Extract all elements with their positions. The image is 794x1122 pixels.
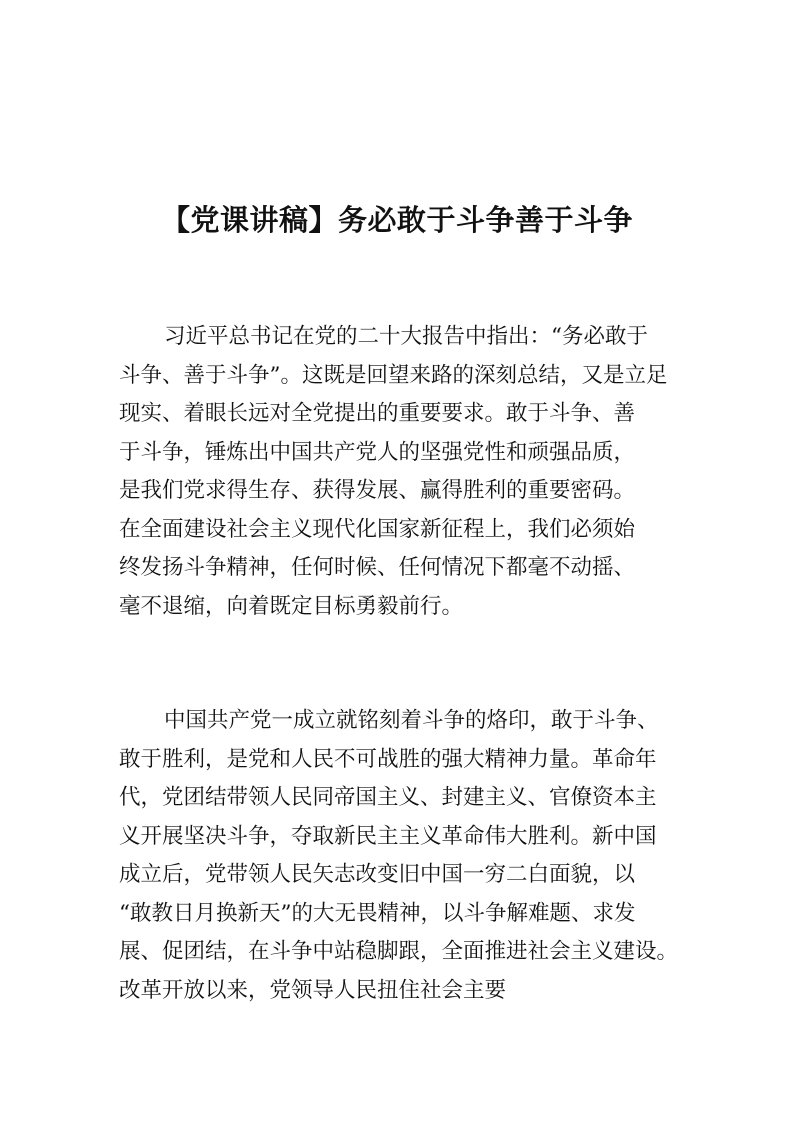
paragraph-line: 代，党团结带领人民同帝国主义、封建主义、官僚资本主	[119, 785, 657, 810]
body-paragraph-1	[119, 318, 719, 626]
paragraph-line: 敢于胜利，是党和人民不可战胜的强大精神力量。革命年	[119, 746, 657, 772]
paragraph-line: 毫不退缩，向着既定目标勇毅前行。	[119, 593, 464, 619]
paragraph-line: “敢教日月换新天”的大无畏精神，以斗争解难题、求发	[119, 900, 636, 926]
paragraph-line: 现实、着眼长远对全党提出的重要要求。敢于斗争、善	[119, 401, 636, 426]
paragraph-line: 习近平总书记在党的二十大报告中指出：“务必敢于	[164, 324, 648, 349]
paragraph-line: 于斗争，锤炼出中国共产党人的坚强党性和顽强品质，	[119, 439, 636, 465]
paragraph-line: 中国共产党一成立就铭刻着斗争的烙印，敢于斗争、	[164, 708, 659, 733]
paragraph-line: 终发扬斗争精神，任何时候、任何情况下都毫不动摇、	[119, 555, 636, 580]
paragraph-line: 展、促团结，在斗争中站稳脚跟，全面推进社会主义建设。	[119, 939, 679, 964]
paragraph-line: 成立后，党带领人民矢志改变旧中国一穷二白面貌，以	[119, 862, 636, 887]
paragraph-line: 义开展坚决斗争，夺取新民主主义革命伟大胜利。新中国	[119, 823, 657, 849]
paragraph-line: 改革开放以来，党领导人民扭住社会主要	[119, 977, 507, 1003]
paragraph-line: 斗争、善于斗争”。这既是回望来路的深刻总结，又是立足	[119, 362, 668, 388]
body-paragraph-2	[119, 702, 719, 1010]
paragraph-line: 在全面建设社会主义现代化国家新征程上，我们必须始	[119, 516, 636, 542]
document-title: 【党课讲稿】务必敢于斗争善于斗争	[160, 203, 633, 237]
paragraph-line: 是我们党求得生存、获得发展、赢得胜利的重要密码。	[119, 478, 636, 503]
